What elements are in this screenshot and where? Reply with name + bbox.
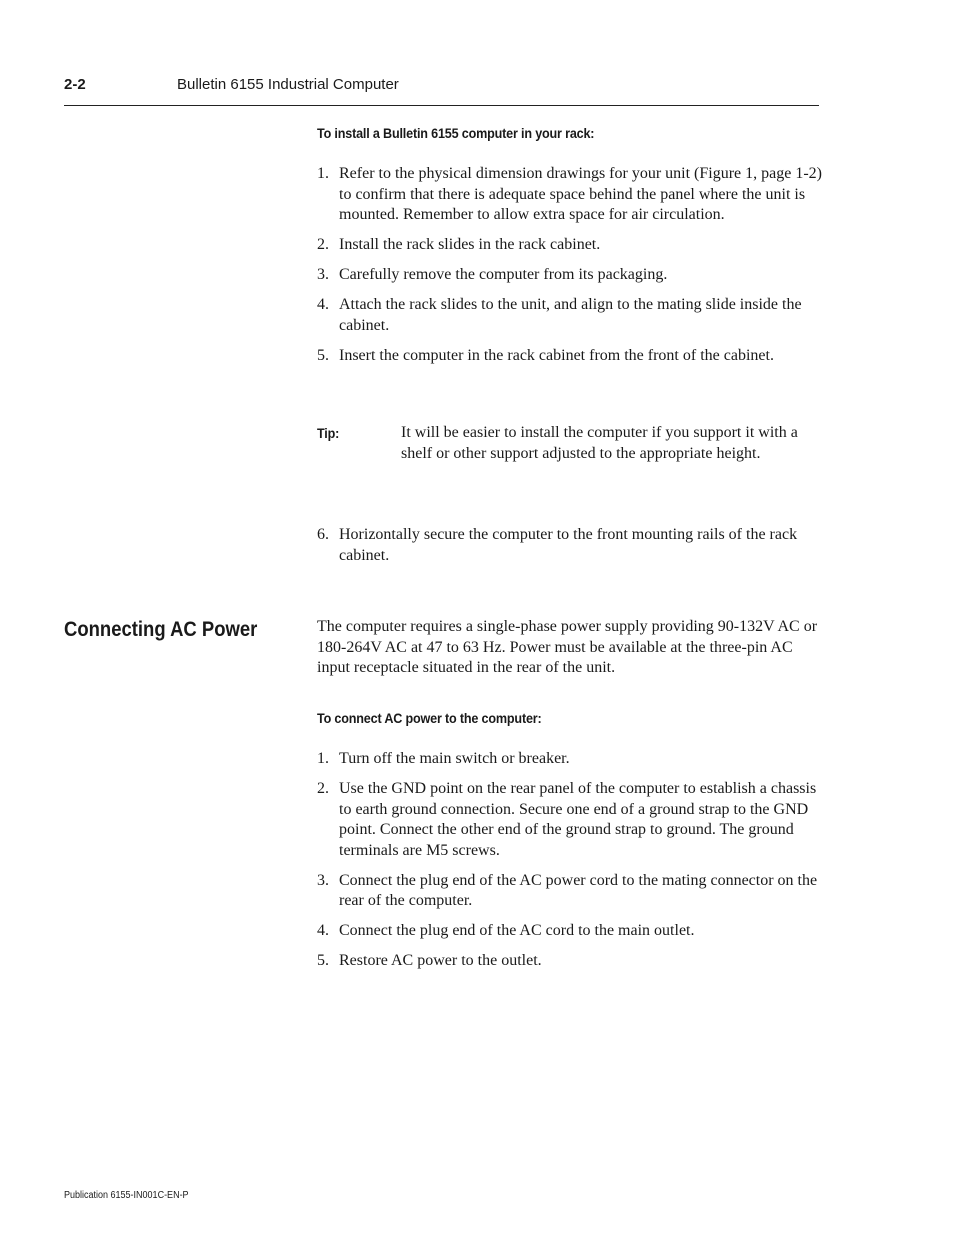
step-number: 4. [317, 296, 329, 314]
step-text: Install the rack slides in the rack cabinet. [339, 236, 601, 254]
step-number: 5. [317, 346, 329, 364]
list-item [317, 749, 822, 770]
list-item [317, 921, 822, 942]
step-text: Refer to the physical dimension drawings for your unit (Figure 1, page 1-2) to confirm that there is adequate space behind the panel where the unit is mounted. Remember to allow extra space for air circulation. [339, 165, 822, 224]
step-text: Carefully remove the computer from its packaging. [339, 266, 668, 284]
step-number: 4. [317, 922, 329, 940]
list-item [317, 265, 822, 286]
list-item [317, 235, 822, 256]
page-number: 2-2 [64, 76, 86, 93]
step-number: 3. [317, 871, 329, 889]
list-item [317, 295, 822, 336]
ac-power-intro: The computer requires a single-phase power supply providing 90-132V AC or 180-264V AC at 47 to 63 Hz. Power must be available at the three-pin AC input receptacle situated in the rear of the unit. [317, 618, 818, 677]
step-text: Restore AC power to the outlet. [339, 952, 542, 970]
step-text: Horizontally secure the computer to the front mounting rails of the rack cabinet. [339, 526, 798, 564]
document-title: Bulletin 6155 Industrial Computer [177, 76, 399, 93]
step-text: Connect the plug end of the AC cord to the main outlet. [339, 922, 695, 940]
step-text: Use the GND point on the rear panel of the computer to establish a chassis to earth ground connection. Secure one end of a ground strap to the GND point. Connect the other end of the ground strap to ground. The ground terminals are M5 screws. [339, 779, 817, 859]
list-item [317, 164, 822, 226]
install-procedure-heading: To install a Bulletin 6155 computer in your rack: [317, 125, 595, 141]
step-text: Connect the plug end of the AC power cord to the mating connector on the rear of the computer. [339, 871, 818, 910]
step-text: Turn off the main switch or breaker. [339, 750, 570, 767]
ac-steps-list [317, 749, 822, 981]
step-number: 3. [317, 266, 329, 284]
ac-procedure-heading: To connect AC power to the computer: [317, 710, 542, 726]
section-heading-ac-power: Connecting AC Power [64, 618, 258, 641]
tip-label: Tip: [317, 425, 340, 441]
list-item [317, 346, 822, 367]
install-steps-list [317, 164, 822, 376]
page-header [64, 74, 819, 106]
step-number: 5. [317, 952, 329, 970]
list-item [317, 871, 822, 912]
tip-text: It will be easier to install the computer if you support it with a shelf or other support adjusted to the appropriate height. [401, 424, 798, 462]
step-number: 2. [317, 236, 329, 254]
publication-footer: Publication 6155-IN001C-EN-P [64, 1190, 189, 1201]
step-number: 2. [317, 779, 329, 797]
install-steps-list-continued [317, 525, 822, 576]
list-item [317, 779, 822, 861]
step-number: 1. [317, 750, 329, 767]
step-number: 1. [317, 165, 329, 182]
step-number: 6. [317, 526, 329, 543]
step-text: Insert the computer in the rack cabinet from the front of the cabinet. [339, 346, 774, 364]
step-text: Attach the rack slides to the unit, and align to the mating slide inside the cabinet. [339, 296, 802, 334]
list-item [317, 525, 822, 566]
list-item [317, 951, 822, 972]
